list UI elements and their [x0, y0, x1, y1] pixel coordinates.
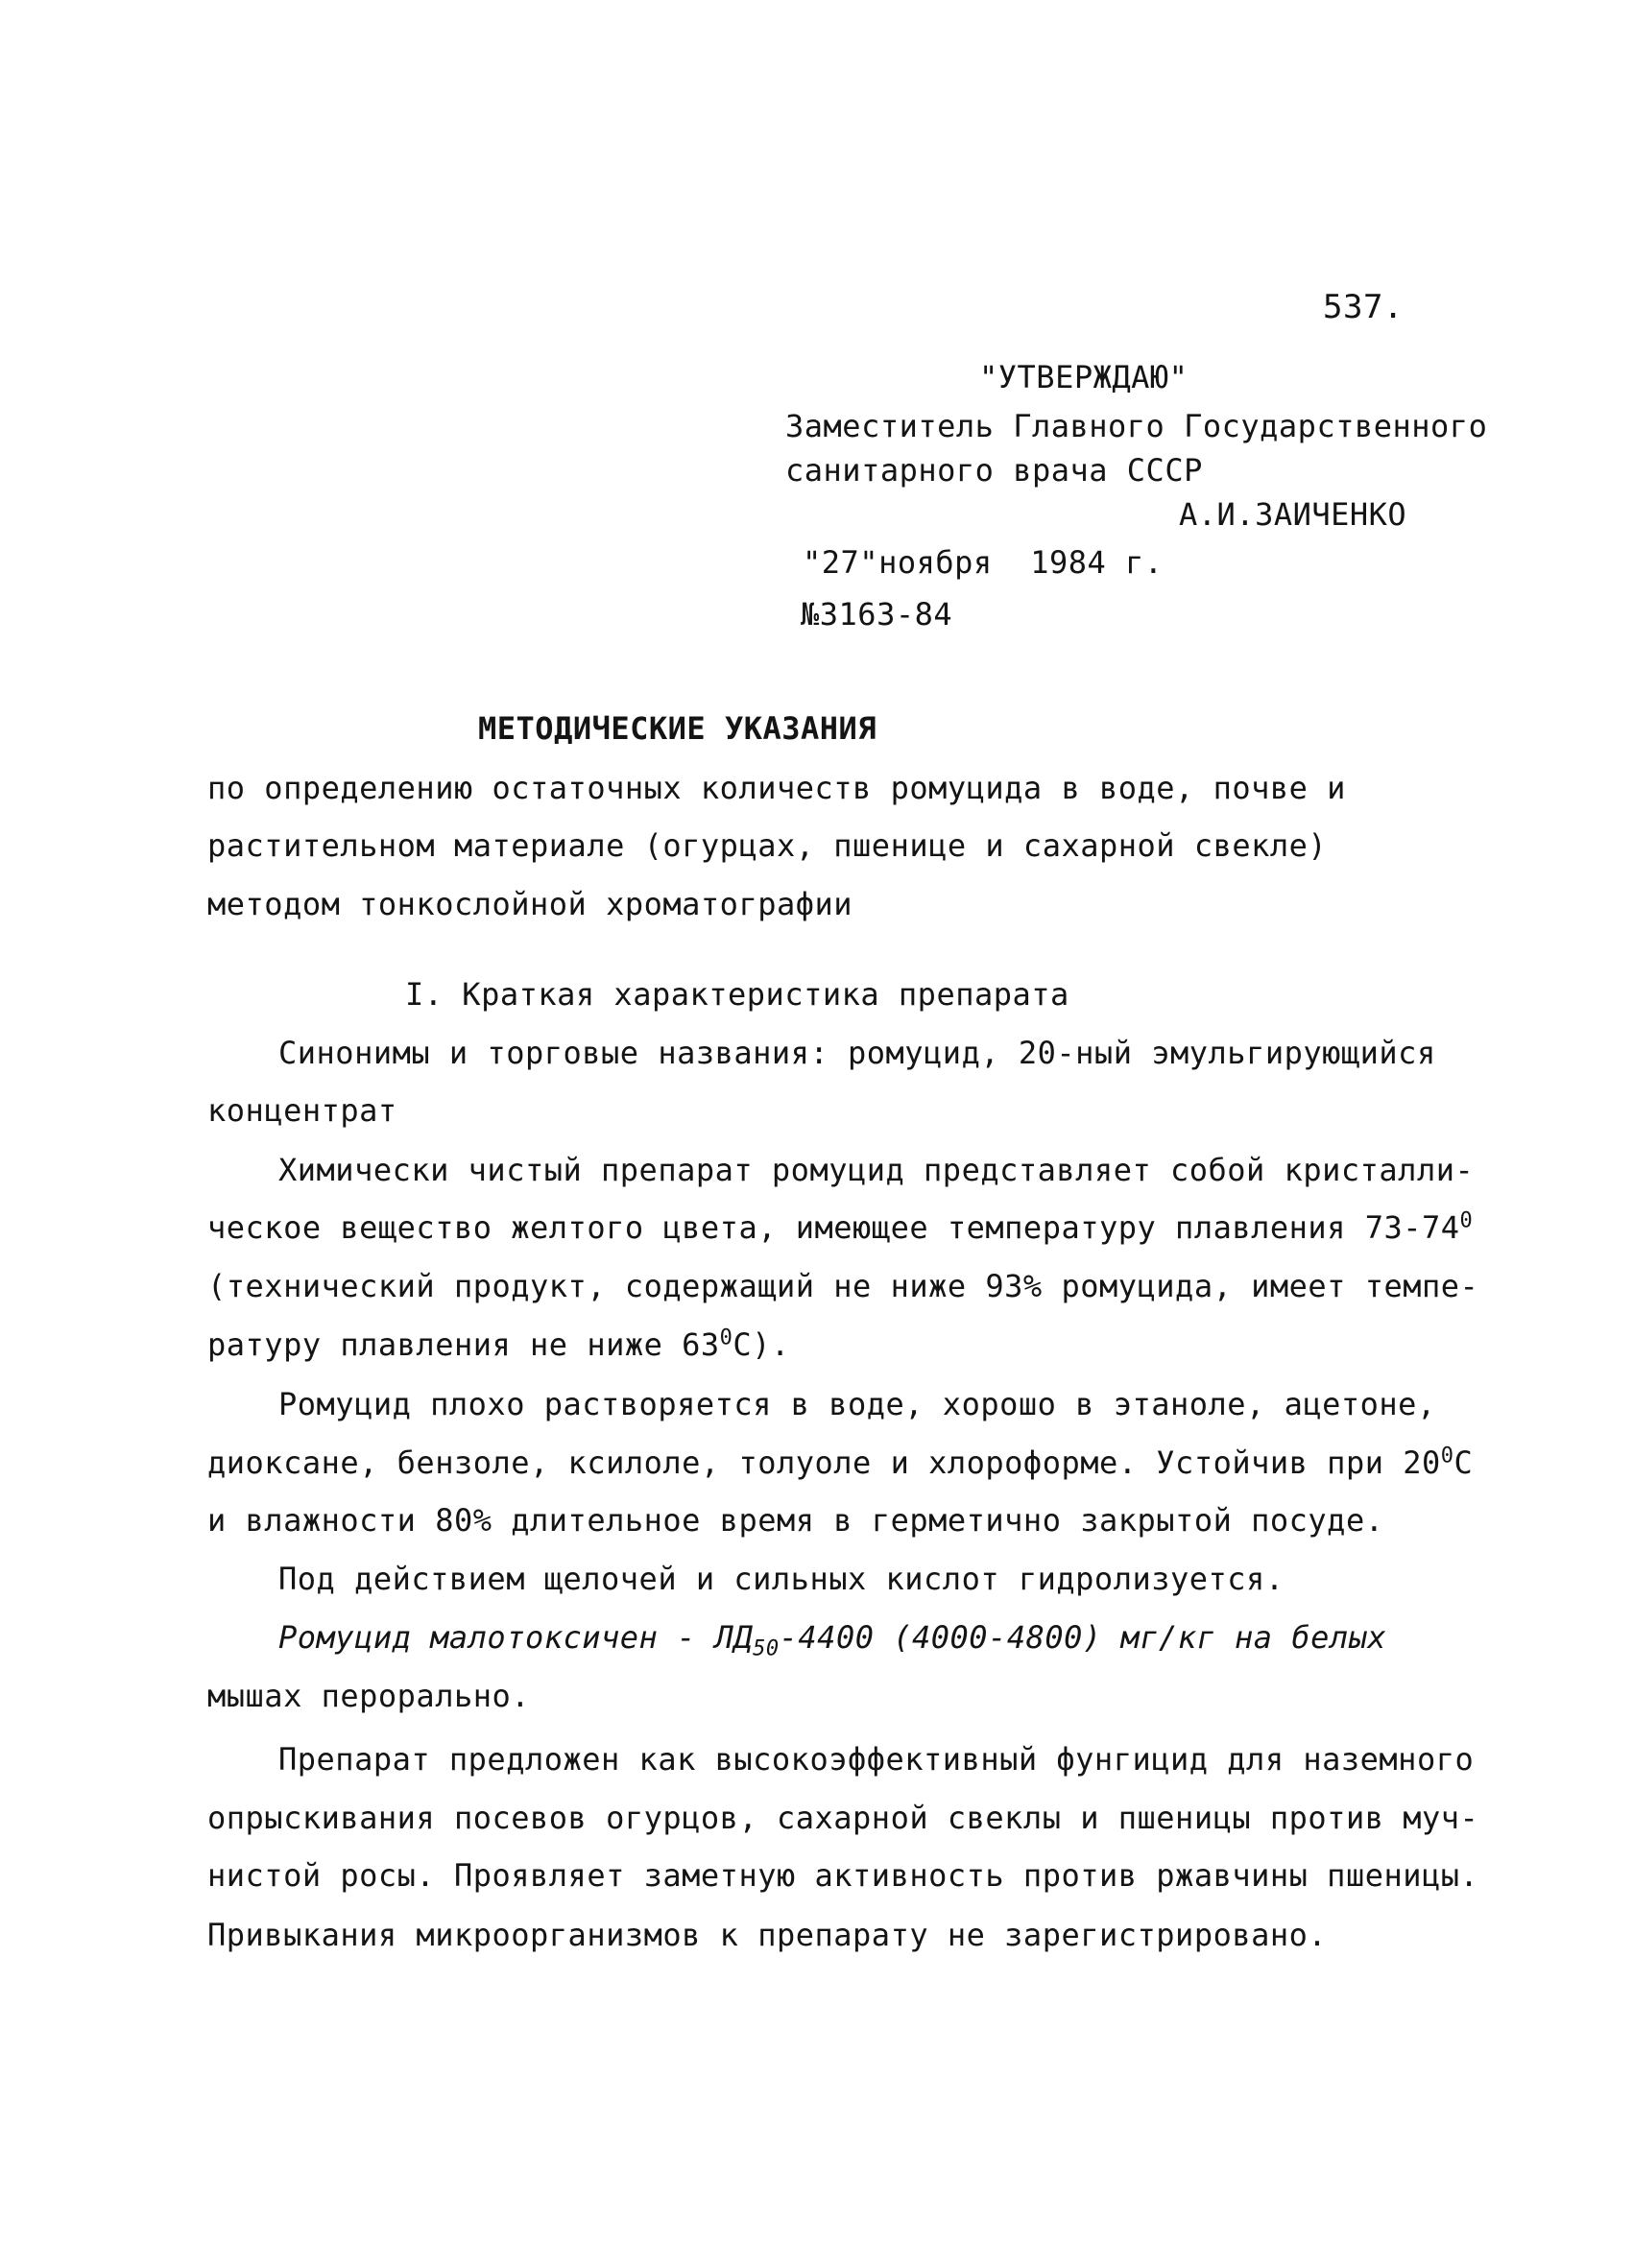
paragraph-toxicity-line-1 [278, 1618, 1387, 1661]
paragraph-properties-line-2 [207, 1208, 1473, 1247]
document-subtitle-line-3: методом тонкослойной хроматографии [207, 886, 853, 922]
synonyms-line-2: концентрат [207, 1092, 397, 1129]
paragraph-usage-line-2: опрыскивания посевов огурцов, сахарной свеклы и пшеницы против муч- [207, 1800, 1479, 1836]
paragraph-usage-line-4: Привыкания микроорганизмов к препарату не зарегистрировано. [207, 1917, 1328, 1953]
ld-subscript: 50 [753, 1636, 780, 1661]
degree-sign: 0 [1440, 1444, 1454, 1468]
toxicity-line-1-pre: Ромуцид малотоксичен - ЛД [278, 1619, 754, 1656]
toxicity-line-1-post: -4400 (4000-4800) мг/кг на белых [779, 1619, 1387, 1656]
paragraph-solubility-line-2 [207, 1444, 1473, 1482]
document-title: МЕТОДИЧЕСКИЕ УКАЗАНИЯ [478, 710, 877, 747]
approval-date: "27"ноября 1984 г. [803, 544, 1164, 581]
properties-line-2-text: ческое вещество желтого цвета, имеющее температуру плавления 73-74 [207, 1209, 1460, 1246]
approval-number: №3163-84 [801, 596, 953, 633]
approval-stamp: "УТВЕРЖДАЮ" [979, 359, 1189, 395]
degree-sign: 0 [719, 1325, 733, 1350]
paragraph-usage-line-3: нистой росы. Проявляет заметную активность против ржавчины пшеницы. [207, 1857, 1479, 1894]
paragraph-properties-line-1: Химически чистый препарат ромуцид представляет собой кристалли- [278, 1152, 1475, 1188]
paragraph-properties-line-4 [207, 1325, 790, 1364]
solubility-line-2-post: С [1453, 1444, 1474, 1481]
paragraph-hydrolysis: Под действием щелочей и сильных кислот гидролизуется. [278, 1561, 1285, 1597]
paragraph-solubility-line-3: и влажности 80% длительное время в герметично закрытой посуде. [207, 1502, 1384, 1539]
solubility-line-2-pre: диоксане, бензоле, ксилоле, толуоле и хлороформе. Устойчив при 20 [207, 1444, 1441, 1481]
paragraph-usage-line-1: Препарат предложен как высокоэффективный фунгицид для наземного [278, 1741, 1475, 1778]
approval-position-line-1: Заместитель Главного Государственного [785, 408, 1488, 444]
approval-signatory: А.И.ЗАИЧЕНКО [1179, 496, 1407, 533]
page-number: 537. [1323, 288, 1404, 326]
paragraph-properties-line-3: (технический продукт, содержащий не ниже 93% ромуцида, имеет темпе- [207, 1268, 1479, 1304]
synonyms-line-1: Синонимы и торговые названия: ромуцид, 20-ный эмульгирующийся [278, 1035, 1436, 1071]
properties-line-4-post: С). [732, 1326, 790, 1363]
document-subtitle-line-1: по определению остаточных количеств ромуцида в воде, почве и [207, 770, 1346, 806]
section-heading: I. Краткая характеристика препарата [405, 976, 1069, 1013]
degree-sign: 0 [1459, 1208, 1474, 1233]
document-subtitle-line-2: растительном материале (огурцах, пшенице и сахарной свекле) [207, 827, 1328, 864]
approval-position-line-2: санитарного врача СССР [785, 452, 1203, 489]
paragraph-solubility-line-1: Ромуцид плохо растворяется в воде, хорошо в этаноле, ацетоне, [278, 1386, 1436, 1422]
properties-line-4-pre: ратуру плавления не ниже 63 [207, 1326, 720, 1363]
paragraph-toxicity-line-2: мышах перорально. [207, 1678, 531, 1714]
